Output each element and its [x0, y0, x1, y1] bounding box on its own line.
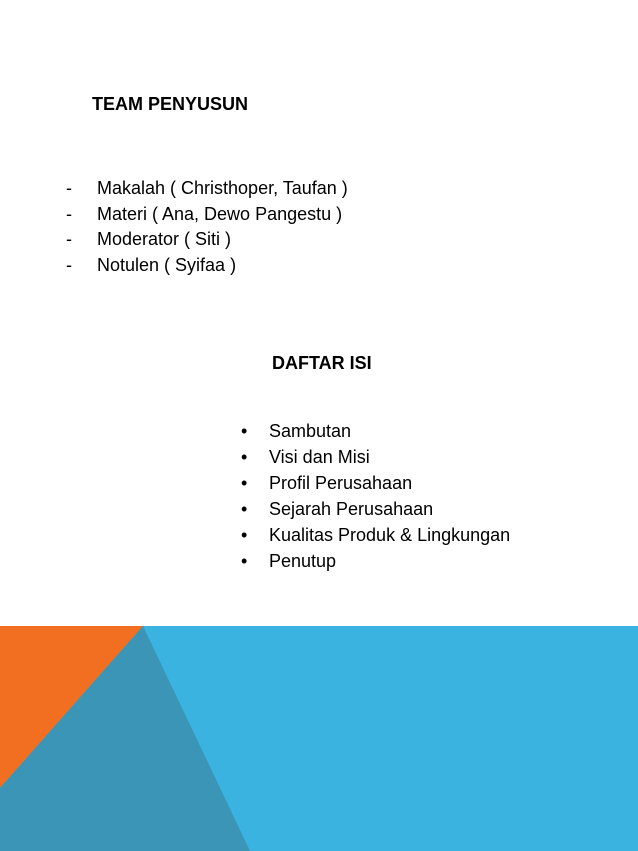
list-item	[66, 227, 348, 253]
dash-marker: -	[66, 254, 72, 275]
list-item	[241, 496, 510, 522]
list-item-text: Notulen ( Syifaa )	[97, 254, 237, 275]
bullet-marker: •	[241, 447, 248, 467]
list-item-text: Profil Perusahaan	[269, 473, 413, 493]
dash-marker: -	[66, 178, 72, 198]
daftar-isi-list	[241, 418, 510, 574]
list-item	[241, 522, 510, 548]
list-item	[241, 548, 510, 574]
list-item-text: Sambutan	[269, 421, 352, 441]
decorative-footer-shapes	[0, 626, 638, 851]
bullet-marker: •	[241, 525, 248, 545]
team-list	[66, 176, 348, 278]
list-item	[241, 470, 510, 496]
list-item	[241, 418, 510, 444]
dash-marker: -	[66, 203, 72, 224]
bullet-marker: •	[241, 473, 248, 493]
list-item	[66, 176, 348, 202]
list-item-text: Kualitas Produk & Lingkungan	[269, 525, 511, 545]
list-item-text: Visi dan Misi	[269, 447, 370, 467]
dash-marker: -	[66, 229, 72, 249]
daftar-isi-heading: DAFTAR ISI	[272, 353, 372, 373]
bullet-marker: •	[241, 421, 248, 441]
bullet-marker: •	[241, 551, 248, 571]
list-item	[241, 444, 510, 470]
list-item-text: Materi ( Ana, Dewo Pangestu )	[97, 203, 343, 224]
list-item	[66, 202, 348, 228]
team-heading: TEAM PENYUSUN	[92, 94, 249, 114]
bullet-marker: •	[241, 499, 248, 519]
list-item-text: Penutup	[269, 551, 337, 571]
list-item-text: Makalah ( Christhoper, Taufan )	[97, 178, 348, 198]
list-item-text: Moderator ( Siti )	[97, 229, 232, 249]
list-item	[66, 253, 348, 279]
list-item-text: Sejarah Perusahaan	[269, 499, 434, 519]
